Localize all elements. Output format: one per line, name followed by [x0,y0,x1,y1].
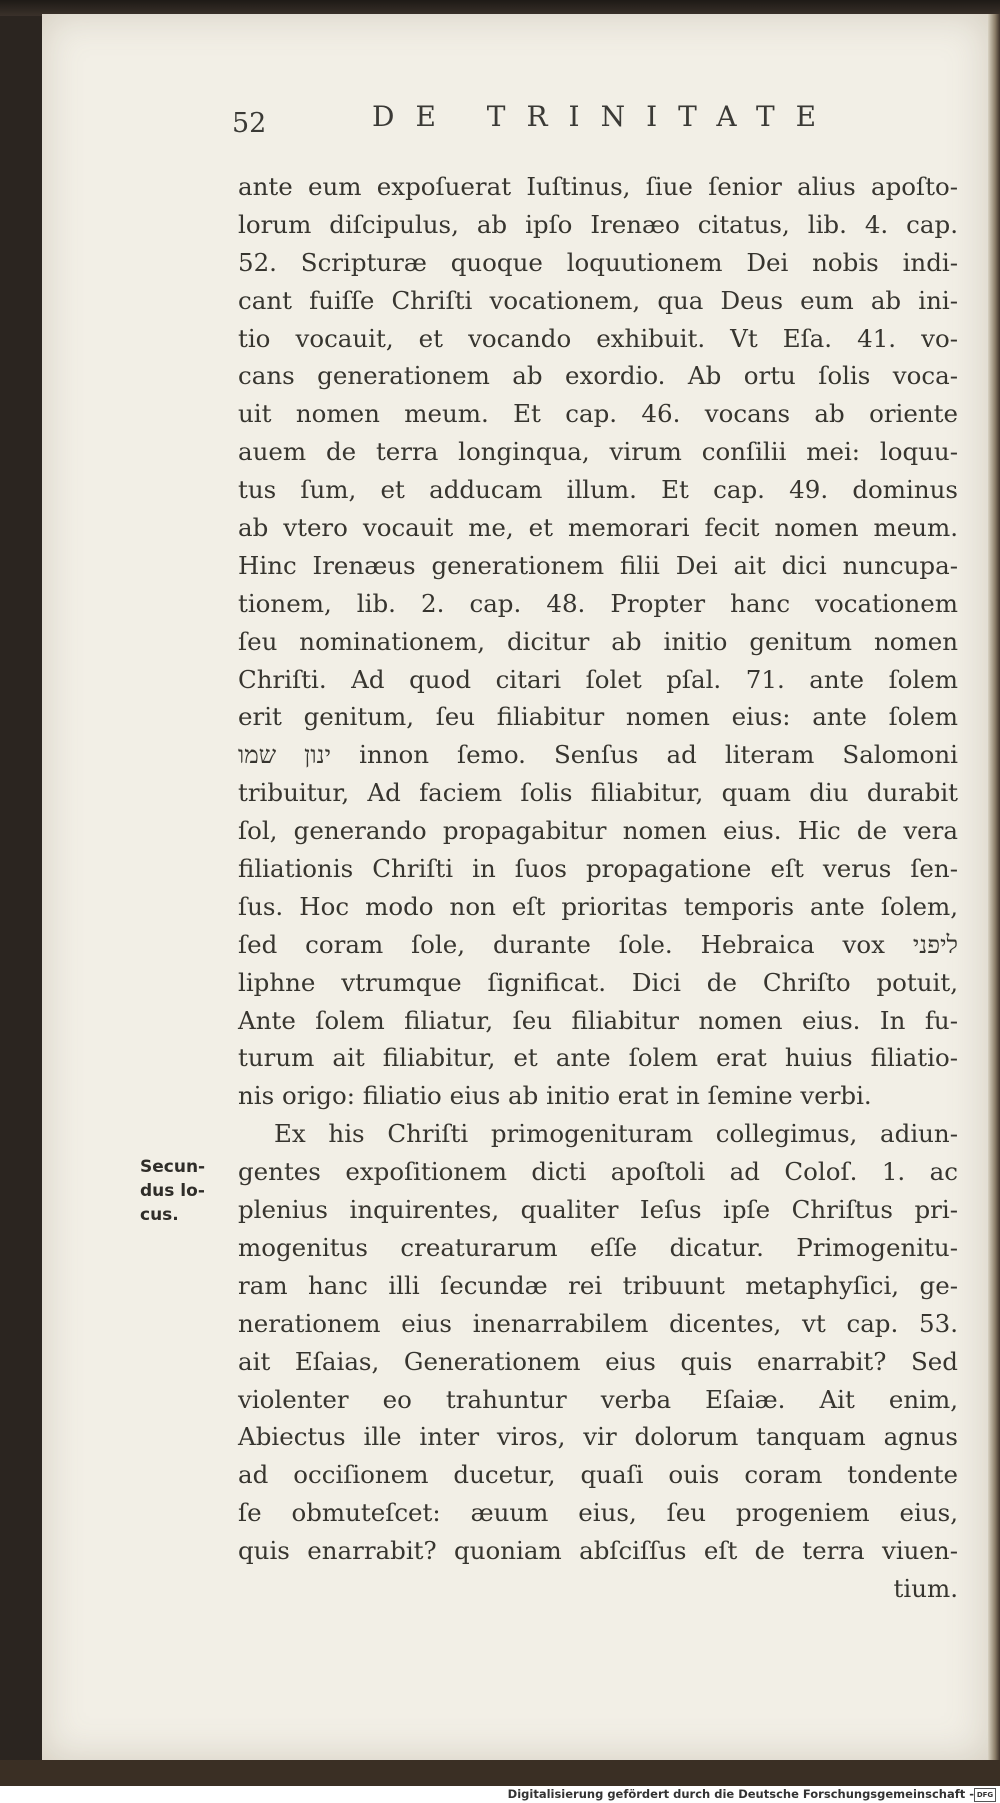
text-line: Chriſti. Ad quod citari ſolet pſal. 71. ante ſolem [238,664,958,694]
paragraph-start-line: Ex his Chriſti primogenituram collegimus, adiun- [274,1119,958,1149]
text-line: mogenitus creaturarum eſſe dicatur. Primogenitu- [238,1232,958,1262]
text-line: turum ait filiabitur, et ante ſolem erat huius filiatio- [238,1043,958,1073]
text-line: gentes expoſitionem dicti apoſtoli ad Coloſ. 1. ac [238,1157,958,1187]
text-line: Hinc Irenæus generationem filii Dei ait dici nuncupa- [238,550,958,580]
text-line: plenius inquirentes, qualiter Ieſus ipſe Chriſtus pri- [238,1195,958,1225]
text-line: nis origo: filiatio eius ab initio erat in ſemine verbi. [238,1081,872,1111]
margin-note-line: dus lo- [140,1181,205,1201]
text-line: tio vocauit, et vocando exhibuit. Vt Eſa. 41. vo- [238,323,958,353]
text-line: ab vtero vocauit me, et memorari fecit nomen meum. [238,513,958,543]
text-line: Abiectus ille inter viros, vir dolorum tanquam agnus [238,1422,958,1452]
text-line: tionem, lib. 2. cap. 48. Propter hanc vocationem [238,588,958,618]
text-line: tium. [893,1573,958,1603]
text-line: uit nomen meum. Et cap. 46. vocans ab oriente [238,399,958,429]
funding-notice: Digitalisierung gefördert durch die Deutsche Forschungsgemeinschaft - [507,1787,974,1801]
text-line: cans generationem ab exordio. Ab ortu ſolis voca- [238,361,958,391]
text-line: filiationis Chriſti in ſuos propagatione eſt verus ſen- [238,854,958,884]
text-line: ram hanc illi ſecundæ rei tribuunt metaphyſici, ge- [238,1270,958,1300]
text-line: cant fuiſſe Chriſti vocationem, qua Deus eum ab ini- [238,285,958,315]
dfg-logo-icon: DFG [974,1788,996,1802]
body-text [238,168,958,1608]
text-line: ſe obmuteſcet: æuum eius, ſeu progeniem eius, [238,1498,958,1528]
margin-note-line: cus. [140,1205,179,1225]
text-line: ait Eſaias, Generationem eius quis enarrabit? Sed [238,1346,958,1376]
text-line: 52. Scripturæ quoque loquutionem Dei nobis indi- [238,247,958,277]
text-line: ינון שמו innon ſemo. Senſus ad literam Salomoni [238,740,958,770]
text-line: tus ſum, et adducam illum. Et cap. 49. dominus [238,475,958,505]
text-line: ſed coram ſole, durante ſole. Hebraica vox ליפני [238,929,958,959]
scan-bottom-edge [0,1760,1000,1786]
text-line: tribuitur, Ad faciem ſolis filiabitur, quam diu durabit [238,778,958,808]
text-line: ad occiſionem ducetur, quaſi ouis coram tondente [238,1460,958,1490]
page-number: 52 [232,108,267,139]
text-line: liphne vtrumque ſignificat. Dici de Chriſto potuit, [238,967,958,997]
text-line: ſeu nominationem, dicitur ab initio genitum nomen [238,626,958,656]
text-line: Ante ſolem filiatur, ſeu filiabitur nomen eius. In fu- [238,1005,958,1035]
text-line: auem de terra longinqua, virum conſilii mei: loquu- [238,437,958,467]
text-line: erit genitum, ſeu filiabitur nomen eius: ante ſolem [238,702,958,732]
text-line: nerationem eius inenarrabilem dicentes, vt cap. 53. [238,1308,958,1338]
running-title: DE TRINITATE [372,100,838,133]
text-line: quis enarrabit? quoniam abſciſſus eſt de terra viuen- [238,1536,958,1566]
digitization-footer [0,1786,1000,1803]
margin-note-line: Secun- [140,1157,206,1177]
text-line: lorum diſcipulus, ab ipſo Irenæo citatus, lib. 4. cap. [238,209,958,239]
text-line: violenter eo trahuntur verba Eſaiæ. Ait enim, [238,1384,958,1414]
text-line: ſus. Hoc modo non eſt prioritas temporis ante ſolem, [238,891,958,921]
text-line: ante eum expoſuerat Iuſtinus, ſiue ſenior alius apoſto- [238,172,958,201]
page-gutter-edge [988,14,1000,1774]
text-line: ſol, generando propagabitur nomen eius. Hic de vera [238,816,958,846]
margin-note [140,1155,230,1227]
